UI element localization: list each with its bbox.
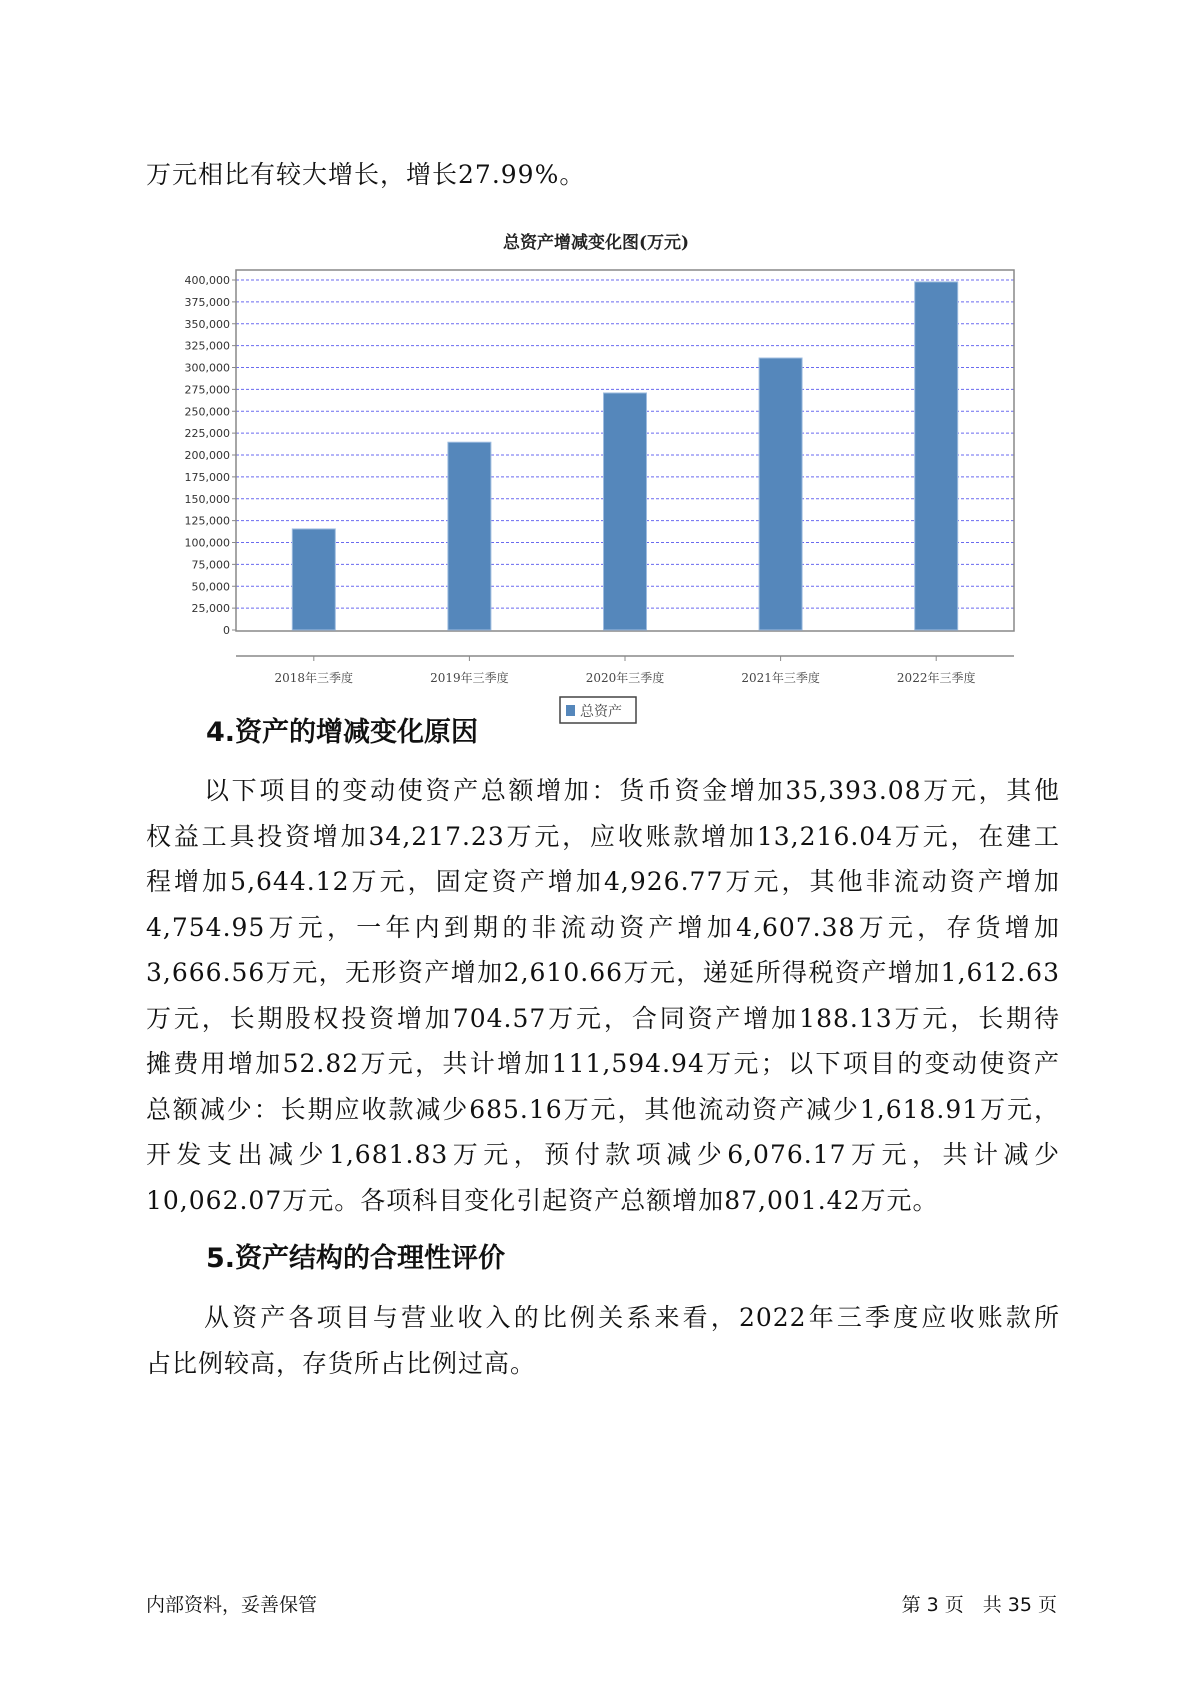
y-tick-label: 25,000 [191, 602, 230, 616]
y-tick-label: 50,000 [191, 580, 230, 594]
y-tick-label: 175,000 [184, 470, 230, 484]
legend-swatch [566, 705, 575, 716]
x-tick-label: 2018年三季度 [274, 671, 354, 685]
y-tick-label: 225,000 [184, 427, 230, 441]
chart-title: 总资产增减变化图(万元) [502, 233, 690, 253]
paragraph-line: 摊费用增加52.82万元，共计增加111,594.94万元；以下项目的变动使资产 [146, 1049, 1060, 1078]
bar-2021年三季度 [759, 358, 802, 630]
legend-label: 总资产 [580, 704, 622, 720]
bar-2020年三季度 [604, 393, 647, 630]
x-tick-label: 2020年三季度 [585, 671, 665, 685]
y-tick-label: 125,000 [184, 514, 230, 528]
paragraph-line: 程增加5,644.12万元，固定资产增加4,926.77万元，其他非流动资产增加 [146, 867, 1060, 896]
y-tick-label: 275,000 [184, 383, 230, 397]
paragraph-line: 权益工具投资增加34,217.23万元，应收账款增加13,216.04万元，在建工 [146, 821, 1060, 851]
y-tick-label: 325,000 [184, 339, 230, 353]
y-tick-label: 250,000 [184, 405, 230, 419]
paragraph-line: 3,666.56万元，无形资产增加2,610.66万元，递延所得税资产增加1,612.63 [146, 958, 1060, 987]
x-tick-label: 2021年三季度 [741, 671, 820, 685]
footer-page-number: 第 3 页 共 35 页 [901, 1594, 1057, 1616]
x-tick-label: 2019年三季度 [430, 671, 509, 685]
paragraph-line: 4,754.95万元，一年内到期的非流动资产增加4,607.38万元，存货增加 [146, 912, 1060, 942]
paragraph-line: 开发支出减少1,681.83万元，预付款项减少6,076.17万元，共计减少 [146, 1140, 1060, 1169]
paragraph-line: 占比例较高，存货所占比例过高。 [146, 1348, 537, 1378]
x-tick-label: 2022年三季度 [896, 671, 976, 685]
paragraph-line: 从资产各项目与营业收入的比例关系来看，2022年三季度应收账款所 [204, 1303, 1060, 1332]
bar-2022年三季度 [915, 282, 958, 630]
intro-line: 万元相比有较大增长，增长27.99%。 [146, 160, 586, 189]
total-assets-bar-chart [150, 220, 1030, 720]
bar-2019年三季度 [448, 442, 491, 630]
y-tick-label: 0 [223, 624, 230, 637]
footer-confidential: 内部资料，妥善保管 [146, 1594, 318, 1616]
section4-heading: 4.资产的增减变化原因 [206, 717, 479, 748]
y-tick-label: 150,000 [184, 492, 230, 506]
paragraph-line: 10,062.07万元。各项科目变化引起资产总额增加87,001.42万元。 [146, 1185, 939, 1215]
paragraph-line: 总额减少：长期应收款减少685.16万元，其他流动资产减少1,618.91万元， [146, 1094, 1060, 1124]
y-tick-label: 75,000 [191, 558, 230, 572]
bar-2018年三季度 [292, 529, 335, 630]
section5-heading: 5.资产结构的合理性评价 [206, 1243, 506, 1274]
paragraph-line: 万元，长期股权投资增加704.57万元，合同资产增加188.13万元，长期待 [146, 1003, 1060, 1033]
y-tick-label: 300,000 [184, 361, 230, 375]
paragraph-line: 以下项目的变动使资产总额增加：货币资金增加35,393.08万元，其他 [204, 776, 1060, 805]
y-tick-label: 400,000 [184, 274, 230, 287]
y-tick-label: 100,000 [184, 536, 230, 550]
y-tick-label: 200,000 [184, 449, 230, 462]
y-tick-label: 350,000 [184, 317, 230, 331]
y-tick-label: 375,000 [184, 295, 230, 309]
